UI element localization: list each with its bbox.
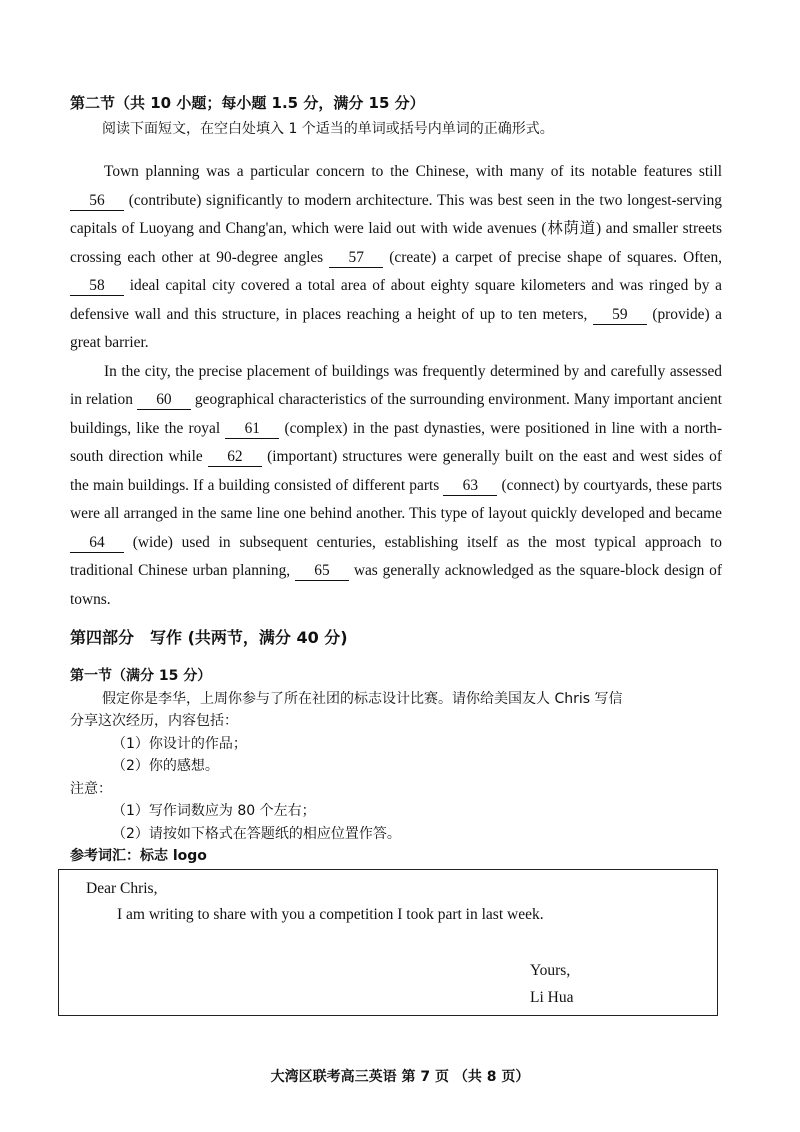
letter-greeting: Dear Chris,	[86, 880, 158, 897]
section-2-instruction: 阅读下面短文，在空白处填入 1 个适当的单词或括号内单词的正确形式。	[102, 121, 554, 137]
letter-closing: Yours,	[530, 962, 571, 979]
passage-paragraph-1	[70, 158, 722, 358]
text-segment: (contribute) significantly to modern architecture. This was best seen in the two longest-serving capitals of Luoyang and Chang'an, which were laid out with wide avenues (林荫道) and smaller streets crossing each other at 90-degree angles	[70, 191, 722, 266]
passage	[70, 158, 722, 614]
passage-paragraph-2	[70, 358, 722, 615]
page-footer: 大湾区联考高三英语 第 7 页 （共 8 页）	[270, 1069, 530, 1085]
blank-63[interactable]: 63	[443, 477, 497, 496]
text-segment: (connect) by courtyards, these parts were all arranged in the same line one behind another. This type of layout quickly developed and became	[70, 476, 722, 522]
blank-58[interactable]: 58	[70, 277, 124, 296]
reference-vocabulary: 参考词汇：标志 logo	[70, 848, 207, 864]
part-4-heading: 第四部分 写作 (共两节，满分 40 分)	[70, 628, 348, 647]
writing-prompt	[70, 665, 722, 868]
text-segment: ideal capital city covered a total area of about eighty square kilometers and was ringed by a defensive wall and this structure, in places reaching a height of up to ten meters,	[70, 277, 722, 323]
text-segment: In the city, the precise placement of buildings was frequently determined by and carefully assessed in relation	[70, 362, 722, 408]
note-1: （1）写作词数应为 80 个左右；	[112, 803, 316, 819]
text-segment: (important) structures were generally built on the east and west sides of the main buildings. If a building consisted of different parts	[70, 448, 722, 494]
section-2-heading: 第二节（共 10 小题；每小题 1.5 分，满分 15 分）	[70, 94, 425, 112]
blank-64[interactable]: 64	[70, 534, 124, 553]
blank-62[interactable]: 62	[208, 448, 262, 467]
text-segment: (wide) used in subsequent centuries, establishing itself as the most typical approach to traditional Chinese urban planning,	[70, 533, 722, 579]
letter-template-box	[58, 869, 718, 1016]
blank-56[interactable]: 56	[70, 192, 124, 211]
note-2: （2）请按如下格式在答题纸的相应位置作答。	[112, 825, 401, 842]
letter-opening: I am writing to share with you a competition I took part in last week.	[117, 906, 544, 923]
blank-57[interactable]: 57	[329, 249, 383, 268]
prompt-line-1: 假定你是李华，上周你参与了所在社团的标志设计比赛。请你给美国友人 Chris 写信	[102, 690, 623, 707]
section-1-heading: 第一节（满分 15 分）	[70, 668, 212, 684]
text-segment: (complex) in the past dynasties, were positioned in line with a north-south direction while	[70, 419, 722, 465]
text-segment: geographical characteristics of the surrounding environment. Many important ancient buildings, like the royal	[70, 391, 722, 437]
letter-signature: Li Hua	[530, 989, 574, 1006]
text-segment: was generally acknowledged as the square-block design of towns.	[70, 562, 722, 608]
text-segment: (provide) a great barrier.	[70, 305, 722, 351]
notes-label: 注意：	[70, 780, 112, 797]
blank-60[interactable]: 60	[137, 391, 191, 410]
text-segment: Town planning was a particular concern to the Chinese, with many of its notable features still	[104, 163, 722, 180]
text-segment: (create) a carpet of precise shape of squares. Often,	[389, 248, 722, 266]
blank-61[interactable]: 61	[225, 420, 279, 439]
blank-65[interactable]: 65	[295, 562, 349, 581]
blank-59[interactable]: 59	[593, 306, 647, 325]
prompt-item-1: （1）你设计的作品；	[112, 735, 247, 752]
prompt-line-2: 分享这次经历，内容包括：	[70, 713, 238, 729]
prompt-item-2: （2）你的感想。	[112, 758, 219, 774]
